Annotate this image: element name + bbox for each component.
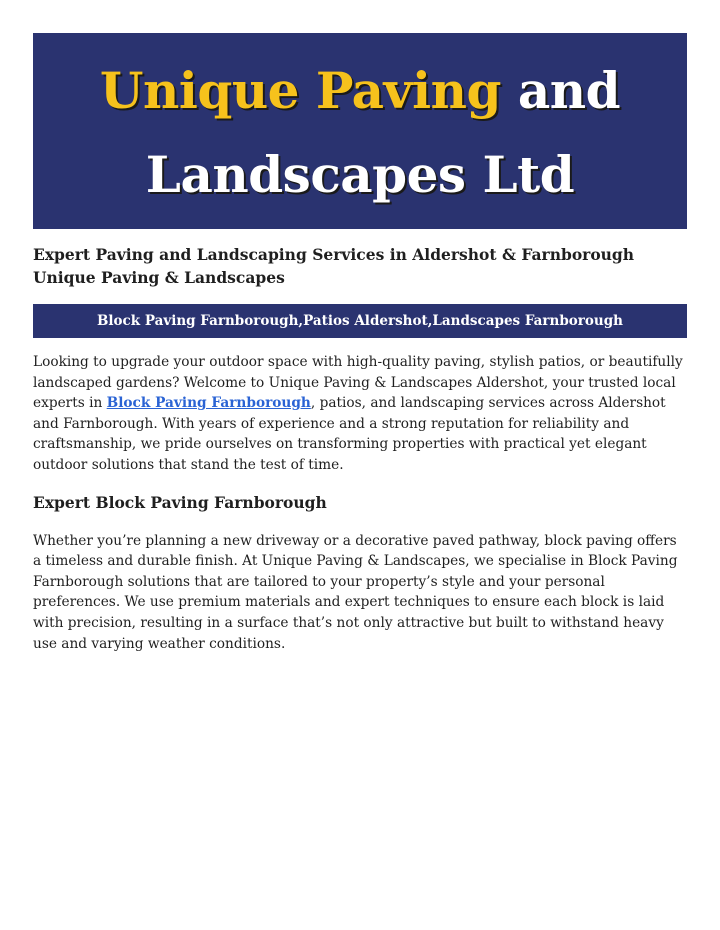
intro-text-after-link: , patios, and landscaping services across Aldershot and Farnborough. With years of experience and a strong reputation for reliability and craftsmanship, we pride ourselves on transforming properties with practical yet elegant outdoor solutions that stand the test of time. bbox=[33, 395, 666, 473]
keyword-bar: Block Paving Farnborough,Patios Aldershot,Landscapes Farnborough bbox=[33, 304, 687, 338]
document-page bbox=[33, 33, 687, 668]
brand-name-highlight: Unique Paving bbox=[99, 61, 501, 120]
section-body-paragraph: Whether you’re planning a new driveway or a decorative paved pathway, block paving offers a timeless and durable finish. At Unique Paving & Landscapes, we specialise in Block Paving Farnborough solutions that are tailored to your property’s style and your personal preferences. We use premium materials and expert techniques to ensure each block is laid with precision, resulting in a surface that’s not only attractive but built to withstand heavy use and varying weather conditions. bbox=[33, 532, 678, 652]
banner-title-line-2: Landscapes Ltd bbox=[145, 145, 575, 204]
brand-name-connector: and bbox=[517, 61, 621, 120]
section-heading: Expert Block Paving Farnborough bbox=[33, 492, 327, 512]
intro-paragraph bbox=[33, 352, 687, 476]
banner-title-line-1 bbox=[33, 59, 687, 123]
header-banner bbox=[33, 33, 687, 229]
block-paving-link[interactable]: Block Paving Farnborough bbox=[106, 395, 311, 412]
page-subtitle: Expert Paving and Landscaping Services in Aldershot & Farnborough Unique Paving & Landscapes bbox=[33, 245, 635, 287]
intro-text-before-link: Looking to upgrade your outdoor space with high-quality paving, stylish patios, or beautifully landscaped gardens? Welcome to Unique Paving & Landscapes Aldershot, your trusted local experts in bbox=[33, 354, 683, 412]
